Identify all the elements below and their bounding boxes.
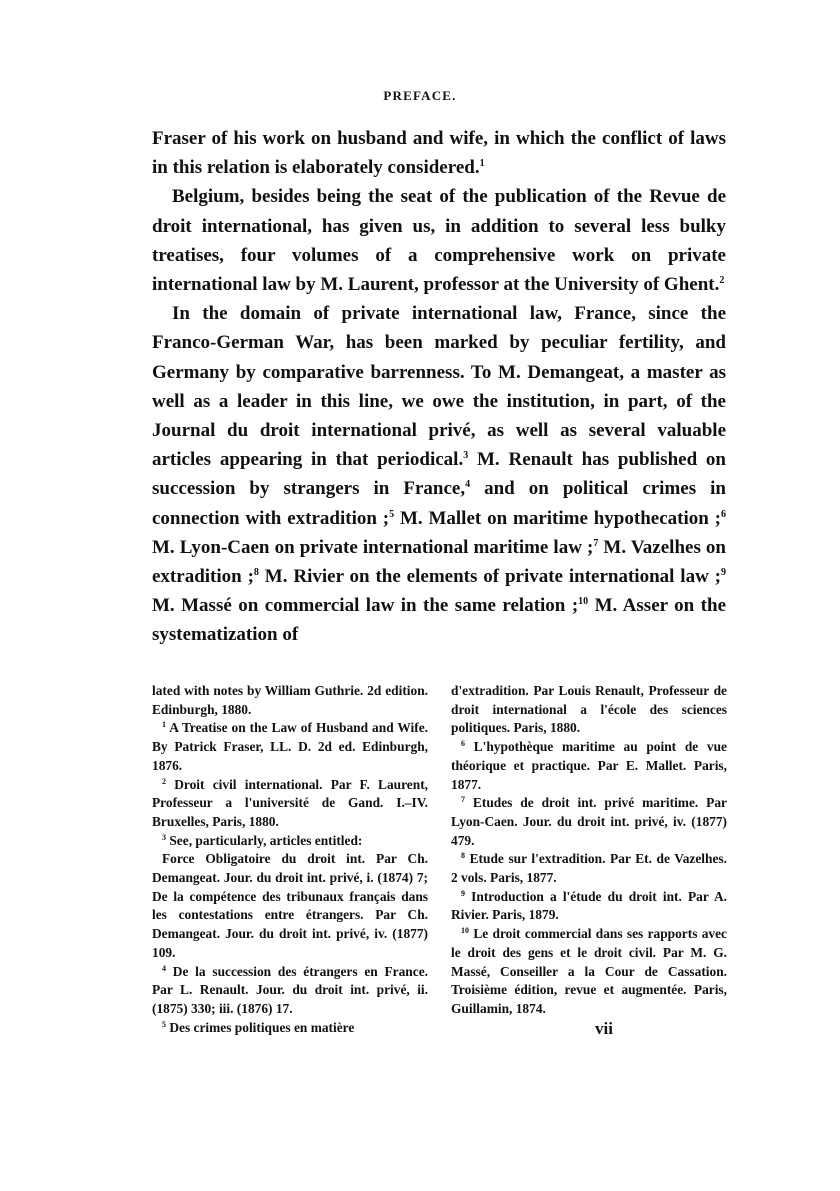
paragraph-text: M. Asser on the systematization of [152,595,727,646]
footnote [152,963,428,1019]
paragraph-text: Fraser of his work on husband and wife, in which the conflict of laws in this relation is elaborately considered. [152,128,726,179]
footnote-ref: 3 [463,450,469,462]
footnote-ref: 9 [721,567,726,579]
footnote-detail: Force Obligatoire du droit int. Par Ch. Demangeat. Jour. du droit int. privé, i. (1874) 7; De la compétence des tribunaux français dans les contestations entre étrangers. Par Ch. Demangeat. Jour. du droit int. privé, iv. (1877) 109. [152,851,428,960]
footnote-text: Introduction a l'étude du droit int. Par A. Rivier. Paris, 1879. [451,888,727,923]
footnote-continuation: d'extradition. Par Louis Renault, Professeur de droit international a l'école des sciences politiques. Paris, 1880. [451,683,727,736]
paragraph [152,124,726,182]
footnote-mark: 10 [461,926,469,936]
footnote-mark: 1 [162,720,166,730]
footnote-ref: 2 [719,275,725,287]
paragraph-text: M. Rivier on the elements of private international law ; [258,566,721,588]
footnote-ref: 4 [465,479,471,491]
footnote [451,925,727,1019]
paragraph-text: M. Renault has published on succession by strangers in France, [152,449,727,500]
footnote-text: De la succession des étrangers en France. Par L. Renault. Jour. du droit int. privé, ii. (1875) 330; iii. (1876) 17. [152,963,428,1016]
footnote-text: Droit civil international. Par F. Laurent, Professeur a l'université de Gand. I.–IV. Bruxelles, Paris, 1880. [152,776,428,829]
page-heading: PREFACE. [383,88,457,103]
footnote [152,832,428,851]
footnote-mark: 3 [162,832,166,842]
footnote-mark: 9 [461,888,465,898]
footnote-ref: 8 [253,567,259,579]
footnotes-left-column [152,682,428,1038]
footnote [152,776,428,832]
footnote-mark: 7 [461,795,465,805]
footnote-mark: 2 [162,776,166,786]
paragraph [152,299,726,649]
footnote-text: A Treatise on the Law of Husband and Wife. By Patrick Fraser, LL. D. 2d ed. Edinburgh, 1876. [152,720,429,773]
paragraph-text: In the domain of private international law, France, since the Franco-German War, has been marked by peculiar fertility, and Germany by comparative barrenness. To M. Demangeat, a master as well as a leader in this line, we owe the institution, in part, of the Journal du droit international privé, as well as several valuable articles appearing in that periodical. [152,303,726,471]
paragraph-text: M. Vazelhes on extradition ; [152,536,726,588]
footnote-ref: 7 [593,537,599,549]
footnote-mark: 6 [461,739,465,749]
footnotes [152,682,727,1038]
footnote [451,738,727,794]
footnote-text: Des crimes politiques en matière [169,1019,355,1035]
footnote-mark: 8 [461,851,465,861]
footnotes-right-column [451,682,727,1038]
paragraph-text: and on political crimes in connection with extradition ; [152,478,726,529]
footnote-text: Etude sur l'extradition. Par Et. de Vazelhes. 2 vols. Paris, 1877. [451,851,727,886]
footnote-text: Etudes de droit int. privé maritime. Par Lyon-Caen. Jour. du droit int. privé, iv. (1877) 479. [451,795,727,848]
footnote-ref: 10 [578,596,589,608]
footnote [152,1019,428,1038]
body-text [152,124,726,650]
footnote-text: Le droit commercial dans ses rapports avec le droit des gens et le droit civil. Par M. G. Massé, Conseiller a la Cour de Cassation. Troisième édition, revue et augmentée. Paris, Guillamin, 1874. [451,926,727,1016]
paragraph [152,182,726,299]
footnote [451,794,727,850]
footnote-ref: 6 [721,508,726,520]
footnote-mark: 4 [162,963,166,973]
page-number: vii [595,1018,613,1038]
footnote-text: L'hypothèque maritime au point de vue théorique et practique. Par E. Mallet. Paris, 1877. [451,739,727,792]
paragraph-text: Belgium, besides being the seat of the publication of the Revue de droit international, has given us, in addition to several less bulky treatises, four volumes of a comprehensive work on private international law by M. Laurent, professor at the University of Ghent. [152,186,726,296]
footnote-continuation: lated with notes by William Guthrie. 2d edition. Edinburgh, 1880. [152,683,428,717]
footnote-mark: 5 [162,1019,166,1029]
footnote-ref: 1 [479,158,485,170]
footnote-ref: 5 [389,508,395,520]
footnote-text: See, particularly, articles entitled: [169,832,363,848]
footnote [451,888,727,925]
paragraph-text: M. Massé on commercial law in the same relation ; [152,595,579,617]
paragraph-text: M. Lyon-Caen on private international maritime law ; [152,536,594,558]
footnote [451,850,727,887]
footnote [152,719,428,775]
paragraph-text: M. Mallet on maritime hypothecation ; [394,507,721,529]
